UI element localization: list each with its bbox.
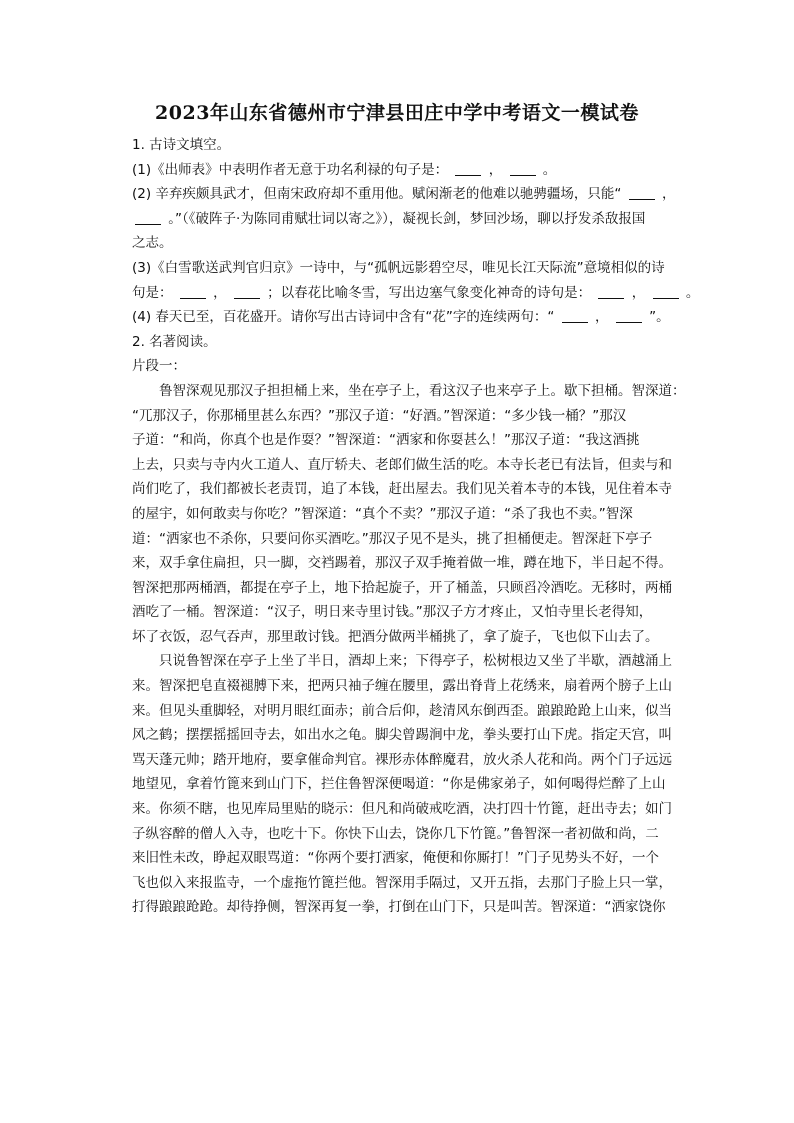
text-line-p1-l3: 子道：“和尚，你真个也是作耍？”智深道：“洒家和你耍甚么！”那汉子道：“我这酒挑 (132, 432, 640, 449)
answer-blank (616, 308, 642, 323)
exam-body (132, 133, 700, 920)
text-line-q1-4: (4) 春天已至，百花盛开。请你写出古诗词中含有“花”字的连续两句：“ ， ”。 (132, 309, 670, 326)
text-line-p2-l8: 子纵容醉的僧人入寺，也吃十下。你快下山去，饶你几下竹篦。”鲁智深一者初做和尚，二 (132, 825, 659, 842)
text-line-p1-l2: “兀那汉子，你那桶里甚么东西？”那汉子道：“好酒。”智深道：“多少钱一桶？”那汉 (132, 407, 627, 424)
answer-blank (598, 284, 624, 299)
text-line-p1-l4: 上去，只卖与寺内火工道人、直厅轿夫、老郎们做生活的吃。本寺长老已有法旨，但卖与和 (132, 456, 672, 473)
text-line-q1-2-b: 。”（《破阵子·为陈同甫赋壮词以寄之》），凝视长剑，梦回沙场，聊以抒发杀敌报国 (132, 207, 692, 232)
answer-blank (653, 284, 679, 299)
answer-blank (629, 185, 655, 200)
text-line-p1-l6: 的屋宇，如何敢卖与你吃？”智深道：“真个不卖？”那汉子道：“杀了我也不卖。”智深 (132, 505, 633, 522)
text-line-p2-l1: 只说鲁智深在亭子上坐了半日，酒却上来；下得亭子，松树根边又坐了半歇，酒越涌上 (159, 653, 672, 670)
text-line-p2-l3: 来。但见头重脚轻，对明月眼红面赤；前合后仰，趁清风东倒西歪。踉踉跄跄上山来，似当 (132, 702, 672, 719)
answer-blank (135, 210, 161, 225)
text-line-p2-l9: 来旧性未改，睁起双眼骂道：“你两个要打洒家，俺便和你厮打！”门子见势头不好，一个 (132, 850, 659, 867)
text-line-q1-2-a: (2) 辛弃疾颇具武才，但南宋政府却不重用他。赋闲渐老的他难以驰骋疆场，只能“ ， (132, 186, 676, 203)
text-line-q1-heading: 1. 古诗文填空。 (132, 137, 231, 153)
answer-blank (510, 161, 536, 176)
text-line-p2-l4: 风之鹤；摆摆摇摇回寺去，如出水之龟。脚尖曾踢涧中龙，拳头要打山下虎。指定天宫，叫 (132, 727, 672, 744)
text-line-p2-l2: 来。智深把皂直裰褪膊下来，把两只袖子缠在腰里，露出脊背上花绣来，扇着两个膀子上山 (132, 678, 672, 695)
text-line-p2-l7: 来。你须不瞎，也见库局里贴的晓示：但凡和尚破戒吃酒，决打四十竹篦，赶出寺去；如门 (132, 801, 672, 818)
text-line-p1-l5: 尚们吃了，我们都被长老责罚，追了本钱，赶出屋去。我们见关着本寺的本钱，见住着本寺 (132, 481, 672, 498)
text-line-p1-l9: 智深把那两桶酒，都提在亭子上，地下拾起旋子，开了桶盖，只顾舀冷酒吃。无移时，两桶 (132, 579, 672, 596)
text-line-q2-heading: 2. 名著阅读。 (132, 333, 217, 350)
text-line-p2-l10: 飞也似入来报监寺，一个虚拖竹篦拦他。智深用手隔过，又开五指，去那门子脸上只一掌， (132, 874, 672, 891)
text-line-fragment-label: 片段一： (132, 358, 186, 375)
text-line-p1-l8: 来，双手拿住扁担，只一脚，交裆踢着，那汉子双手掩着做一堆，蹲在地下，半日起不得。 (132, 555, 672, 572)
text-line-p2-l11: 打得踉踉跄跄。却待挣侧，智深再复一拳，打倒在山门下，只是叫苦。智深道：“洒家饶你 (132, 899, 666, 916)
answer-blank (234, 284, 260, 299)
text-line-p1-l7: 道：“洒家也不杀你，只要问你买酒吃。”那汉子见不是头，挑了担桶便走。智深赶下亭子 (132, 530, 653, 547)
text-line-p1-l10: 酒吃了一桶。智深道：“汉子，明日来寺里讨钱。”那汉子方才疼止，又怕寺里长老得知， (132, 604, 653, 621)
answer-blank (562, 308, 588, 323)
text-line-q1-1: (1)《出师表》中表明作者无意于功名利禄的句子是： ， 。 (132, 161, 557, 178)
text-line-p2-l5: 骂天蓬元帅；踏开地府，要拿催命判官。裸形赤体醉魔君，放火杀人花和尚。两个门子远远 (132, 751, 672, 768)
exam-title: 2023年山东省德州市宁津县田庄中学中考语文一模试卷 (155, 102, 639, 124)
text-line-q1-3-b: 句是： ， ；以春花比喻冬雪，写出边塞气象变化神奇的诗句是： ， 。 (132, 284, 700, 301)
answer-blank (455, 161, 481, 176)
text-line-p1-l11: 坏了衣饭，忍气吞声，那里敢讨钱。把酒分做两半桶挑了，拿了旋子，飞也似下山去了。 (132, 628, 659, 645)
text-line-q1-2-c: 之志。 (132, 235, 173, 252)
answer-blank (180, 284, 206, 299)
text-line-q1-3-a: (3)《白雪歌送武判官归京》一诗中，与“孤帆远影碧空尽，唯见长江天际流”意境相似的诗 (132, 259, 665, 276)
text-line-p1-l1: 鲁智深观见那汉子担担桶上来，坐在亭子上，看这汉子也来亭子上。歇下担桶。智深道： (159, 382, 686, 399)
text-line-p2-l6: 地望见，拿着竹篦来到山门下，拦住鲁智深便喝道：“你是佛家弟子，如何喝得烂醉了上山 (132, 776, 666, 793)
